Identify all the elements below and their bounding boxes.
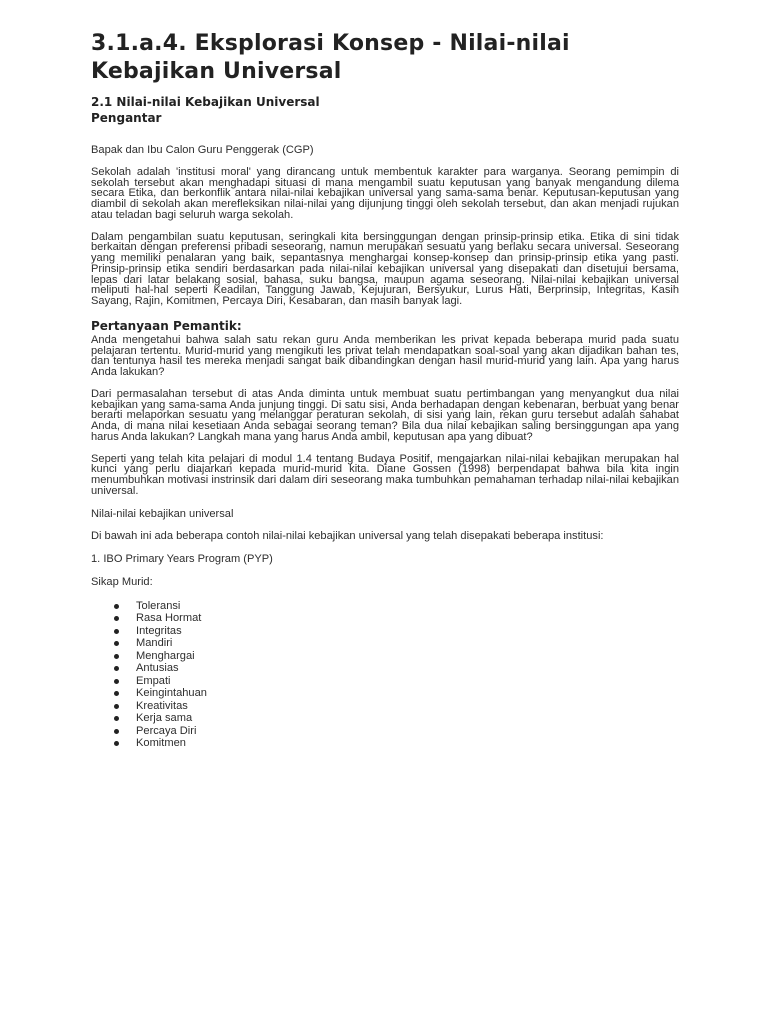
section-heading: Pengantar <box>91 111 162 125</box>
list-item: Empati <box>107 675 679 688</box>
subtitle: 2.1 Nilai-nilai Kebajikan Universal <box>91 95 320 109</box>
document-page <box>91 30 679 750</box>
bullet-icon <box>114 629 119 634</box>
bullet-icon <box>114 679 119 684</box>
bullet-icon <box>114 716 119 721</box>
bullet-icon <box>114 616 119 621</box>
bullet-icon <box>114 729 119 734</box>
list-item: Rasa Hormat <box>107 612 679 625</box>
list-item: Kerja sama <box>107 712 679 725</box>
list-item: Keingintahuan <box>107 687 679 700</box>
bullet-icon <box>114 691 119 696</box>
paragraph: Sekolah adalah 'institusi moral' yang dirancang untuk membentuk karakter para warganya. Seorang pemimpin di sekolah tersebut akan menghadapi situasi di mana mengambil suatu keputusan yang banyak mengandung dilema secara Etika, dan berkonflik antara nilai-nilai kebajikan universal yang sama-sama benar. Keputusan-keputusan yang diambil di sekolah akan merefleksikan nilai-nilai yang dijunjung tinggi oleh sekolah tersebut, dan akan menjadi rujukan atau teladan bagi seluruh warga sekolah. <box>91 165 679 221</box>
bullet-icon <box>114 641 119 646</box>
paragraph: Seperti yang telah kita pelajari di modul 1.4 tentang Budaya Positif, mengajarkan nilai-nilai kebajikan merupakan hal kunci yang perlu diajarkan kepada murid-murid kita. Diane Gossen (1998) berpendapat bahwa bila kita ingin menumbuhkan motivasi instrinsik dari dalam diri seseorang maka tumbuhkan pemahaman terhadap nilai-nilai kebajikan universal. <box>91 452 679 497</box>
list-item: Integritas <box>107 625 679 638</box>
list-item: Kreativitas <box>107 700 679 713</box>
paragraph: Di bawah ini ada beberapa contoh nilai-nilai kebajikan universal yang telah disepakati beberapa institusi: <box>91 530 604 543</box>
list-item: Antusias <box>107 662 679 675</box>
paragraph: Nilai-nilai kebajikan universal <box>91 507 234 520</box>
list-item: Toleransi <box>107 600 679 613</box>
paragraph: 1. IBO Primary Years Program (PYP) <box>91 553 273 565</box>
paragraph: Anda mengetahui bahwa salah satu rekan guru Anda memberikan les privat kepada beberapa murid pada suatu pelajaran tertentu. Murid-murid yang mengikuti les privat telah mendapatkan soal-soal yang akan dijadikan bahan tes, dan tentunya hasil tes mereka menjadi sangat baik dibandingkan dengan hasil murid-murid yang lain. Apa yang harus Anda lakukan? <box>91 333 679 378</box>
bullet-icon <box>114 704 119 709</box>
list-item: Menghargai <box>107 650 679 663</box>
bullet-icon <box>114 654 119 659</box>
sikap-murid-list <box>91 600 679 750</box>
bullet-icon <box>114 741 119 746</box>
list-item: Komitmen <box>107 737 679 750</box>
pemantik-heading: Pertanyaan Pemantik: <box>91 318 242 333</box>
paragraph: Dari permasalahan tersebut di atas Anda diminta untuk membuat suatu pertimbangan yang menyangkut dua nilai kebajikan yang sama-sama Anda junjung tinggi. Di satu sisi, Anda berhadapan dengan kebenaran, berbuat yang benar berarti melaporkan sesuatu yang melanggar peraturan sekolah, di sisi yang lain, rekan guru tersebut adalah sahabat Anda, di mana nilai kesetiaan Anda sebagai seorang teman? Bila dua nilai kebajikan saling bersinggungan apa yang harus Anda lakukan? Langkah mana yang harus Anda ambil, keputusan apa yang dibuat? <box>91 387 679 443</box>
list-item: Percaya Diri <box>107 725 679 738</box>
paragraph: Sikap Murid: <box>91 575 153 588</box>
bullet-icon <box>114 604 119 609</box>
greeting: Bapak dan Ibu Calon Guru Penggerak (CGP) <box>91 144 314 156</box>
list-item: Mandiri <box>107 637 679 650</box>
paragraph: Dalam pengambilan suatu keputusan, seringkali kita bersinggungan dengan prinsip-prinsip etika. Etika di sini tidak berkaitan dengan preferensi pribadi seseorang, namun merupakan sesuatu yang berlaku secara universal. Seseorang yang memiliki penalaran yang baik, sepantasnya menghargai konsep-konsep dan prinsip-prinsip etika yang pasti. Prinsip-prinsip etika sendiri berdasarkan pada nilai-nilai kebajikan universal yang disepakati dan disetujui bersama, lepas dari latar belakang sosial, bahasa, suku bangsa, maupun agama seseorang. Nilai-nilai kebajikan universal meliputi hal-hal seperti Keadilan, Tanggung Jawab, Kejujuran, Bersyukur, Lurus Hati, Berprinsip, Integritas, Kasih Sayang, Rajin, Komitmen, Percaya Diri, Kesabaran, dan masih banyak lagi. <box>91 230 679 307</box>
page-title: 3.1.a.4. Eksplorasi Konsep - Nilai-nilai Kebajikan Universal <box>91 31 570 84</box>
bullet-icon <box>114 666 119 671</box>
